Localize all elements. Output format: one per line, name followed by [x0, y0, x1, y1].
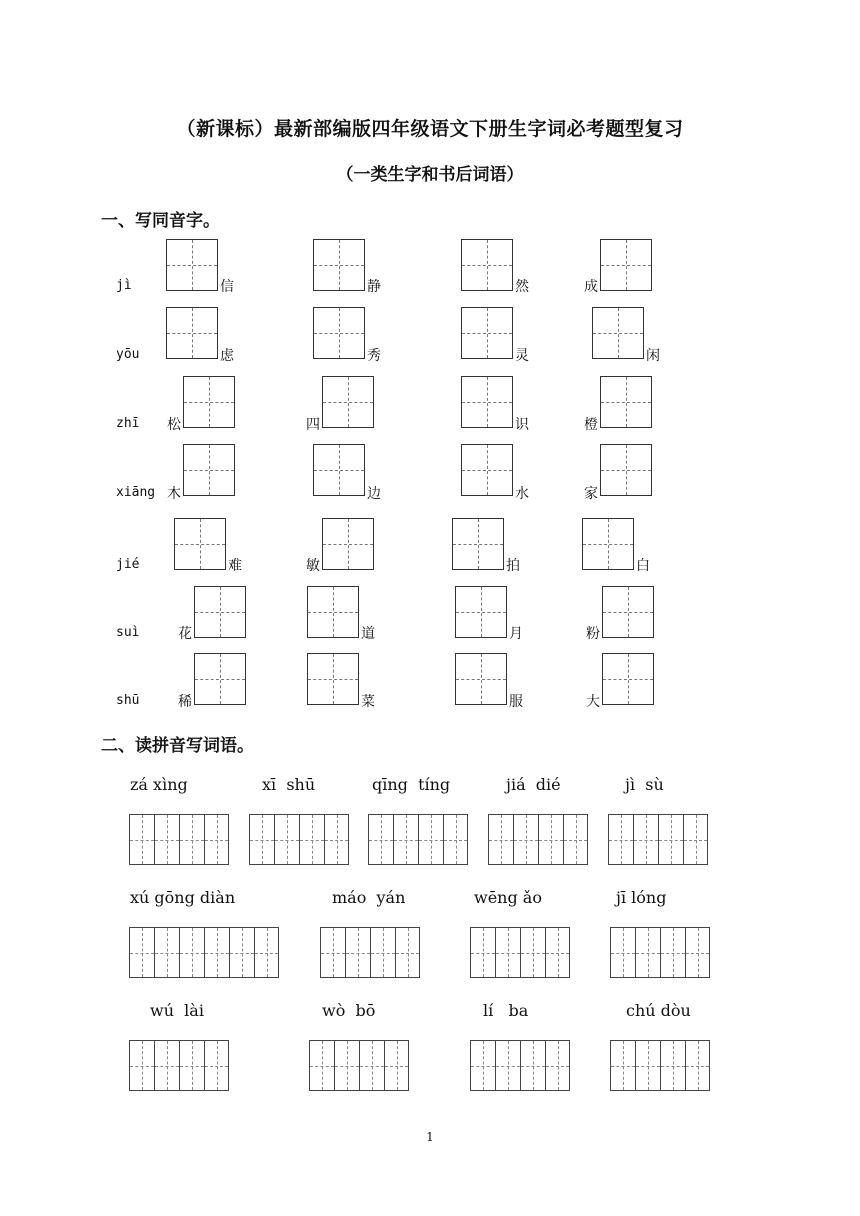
- answer-box[interactable]: [313, 307, 365, 359]
- pinyin-word: máo yán: [332, 888, 406, 907]
- grid-cell[interactable]: [470, 927, 495, 978]
- grid-cell[interactable]: [545, 927, 570, 978]
- row-char: 拍: [506, 558, 520, 574]
- grid-cell[interactable]: [154, 927, 179, 978]
- grid-cell[interactable]: [345, 927, 370, 978]
- answer-box[interactable]: [174, 518, 226, 570]
- grid-cell[interactable]: [179, 1040, 204, 1091]
- grid-cell[interactable]: [129, 814, 154, 865]
- grid-cell[interactable]: [545, 1040, 570, 1091]
- grid-cell[interactable]: [254, 927, 279, 978]
- row-char: 月: [509, 626, 523, 642]
- row-char: 水: [515, 486, 529, 502]
- answer-box[interactable]: [455, 586, 507, 638]
- row-pinyin: suì: [116, 625, 140, 640]
- grid-cell[interactable]: [274, 814, 299, 865]
- row-char: 家: [584, 486, 598, 502]
- grid-cell[interactable]: [179, 814, 204, 865]
- row-char: 灵: [515, 348, 529, 364]
- row-char: 粉: [586, 626, 600, 642]
- grid-cell[interactable]: [179, 927, 204, 978]
- grid-cell[interactable]: [154, 814, 179, 865]
- section1-heading: 一、写同音字。: [101, 211, 220, 231]
- grid-cell[interactable]: [395, 927, 420, 978]
- grid-cell[interactable]: [129, 1040, 154, 1091]
- grid-cell[interactable]: [368, 814, 393, 865]
- answer-box[interactable]: [307, 653, 359, 705]
- pinyin-word: chú dòu: [626, 1001, 691, 1020]
- row-pinyin: xiāng: [116, 485, 156, 500]
- grid-cell[interactable]: [633, 814, 658, 865]
- answer-box[interactable]: [582, 518, 634, 570]
- grid-cell[interactable]: [635, 927, 660, 978]
- answer-box[interactable]: [166, 239, 218, 291]
- grid-cell[interactable]: [418, 814, 443, 865]
- answer-box[interactable]: [455, 653, 507, 705]
- answer-box[interactable]: [592, 307, 644, 359]
- row-char: 然: [515, 279, 529, 295]
- answer-box[interactable]: [322, 376, 374, 428]
- grid-cell[interactable]: [443, 814, 468, 865]
- grid-cell[interactable]: [685, 927, 710, 978]
- document-title: （新课标）最新部编版四年级语文下册生字词必考题型复习: [176, 118, 684, 140]
- grid-cell[interactable]: [635, 1040, 660, 1091]
- answer-box[interactable]: [307, 586, 359, 638]
- row-char: 信: [220, 279, 234, 295]
- answer-box[interactable]: [313, 239, 365, 291]
- grid-cell[interactable]: [370, 927, 395, 978]
- row-char: 橙: [584, 417, 598, 433]
- answer-box[interactable]: [183, 444, 235, 496]
- row-char: 服: [509, 694, 523, 710]
- answer-box[interactable]: [452, 518, 504, 570]
- grid-cell[interactable]: [204, 927, 229, 978]
- grid-cell[interactable]: [249, 814, 274, 865]
- pinyin-word: wò bō: [322, 1001, 376, 1020]
- row-char: 成: [584, 279, 598, 295]
- pinyin-word: xī shū: [262, 775, 316, 794]
- grid-cell[interactable]: [204, 1040, 229, 1091]
- answer-box[interactable]: [461, 239, 513, 291]
- grid-cell[interactable]: [309, 1040, 334, 1091]
- grid-cell[interactable]: [610, 1040, 635, 1091]
- answer-box[interactable]: [600, 444, 652, 496]
- row-char: 道: [361, 626, 375, 642]
- section2-heading: 二、读拼音写词语。: [101, 736, 254, 756]
- answer-box[interactable]: [600, 239, 652, 291]
- answer-box[interactable]: [322, 518, 374, 570]
- row-char: 识: [515, 417, 529, 433]
- grid-cell[interactable]: [393, 814, 418, 865]
- grid-cell[interactable]: [334, 1040, 359, 1091]
- grid-cell[interactable]: [520, 927, 545, 978]
- grid-cell[interactable]: [495, 1040, 520, 1091]
- row-char: 大: [586, 694, 600, 710]
- row-char: 静: [367, 279, 381, 295]
- grid-cell[interactable]: [488, 814, 513, 865]
- row-char: 白: [636, 558, 650, 574]
- row-pinyin: zhī: [116, 416, 140, 431]
- answer-box[interactable]: [600, 376, 652, 428]
- pinyin-word: jì sù: [625, 775, 664, 794]
- row-char: 敏: [306, 558, 320, 574]
- row-char: 闲: [646, 348, 660, 364]
- row-char: 难: [228, 558, 242, 574]
- grid-cell[interactable]: [660, 1040, 685, 1091]
- row-pinyin: yōu: [116, 347, 140, 362]
- pinyin-word: wú lài: [150, 1001, 204, 1020]
- row-char: 菜: [361, 694, 375, 710]
- answer-box[interactable]: [602, 653, 654, 705]
- row-char: 松: [167, 417, 181, 433]
- grid-cell[interactable]: [610, 927, 635, 978]
- row-char: 四: [306, 417, 320, 433]
- answer-box[interactable]: [194, 586, 246, 638]
- row-char: 木: [167, 486, 181, 502]
- grid-cell[interactable]: [513, 814, 538, 865]
- grid-cell[interactable]: [129, 927, 154, 978]
- row-pinyin: shū: [116, 693, 140, 708]
- pinyin-word: lí ba: [483, 1001, 529, 1020]
- answer-box[interactable]: [194, 653, 246, 705]
- answer-box[interactable]: [461, 307, 513, 359]
- answer-box[interactable]: [313, 444, 365, 496]
- pinyin-word: wēng ǎo: [474, 888, 542, 907]
- row-char: 虑: [220, 348, 234, 364]
- grid-cell[interactable]: [359, 1040, 384, 1091]
- row-char: 秀: [367, 348, 381, 364]
- answer-box[interactable]: [461, 444, 513, 496]
- grid-cell[interactable]: [299, 814, 324, 865]
- row-pinyin: jié: [116, 557, 140, 572]
- answer-box[interactable]: [602, 586, 654, 638]
- grid-cell[interactable]: [154, 1040, 179, 1091]
- grid-cell[interactable]: [608, 814, 633, 865]
- pinyin-word: jiá dié: [506, 775, 561, 794]
- answer-box[interactable]: [461, 376, 513, 428]
- grid-cell[interactable]: [324, 814, 349, 865]
- answer-box[interactable]: [166, 307, 218, 359]
- document-subtitle: （一类生字和书后词语）: [336, 165, 524, 185]
- grid-cell[interactable]: [683, 814, 708, 865]
- page-number: 1: [426, 1130, 434, 1144]
- pinyin-word: jī lóng: [616, 888, 667, 907]
- grid-cell[interactable]: [384, 1040, 409, 1091]
- grid-cell[interactable]: [320, 927, 345, 978]
- grid-cell[interactable]: [470, 1040, 495, 1091]
- grid-cell[interactable]: [204, 814, 229, 865]
- row-char: 稀: [178, 694, 192, 710]
- grid-cell[interactable]: [538, 814, 563, 865]
- grid-cell[interactable]: [520, 1040, 545, 1091]
- grid-cell[interactable]: [229, 927, 254, 978]
- pinyin-word: xú gōng diàn: [130, 888, 236, 907]
- pinyin-word: qīng tíng: [372, 775, 451, 794]
- row-pinyin: jì: [116, 278, 132, 293]
- grid-cell[interactable]: [563, 814, 588, 865]
- pinyin-word: zá xìng: [130, 775, 188, 794]
- grid-cell[interactable]: [495, 927, 520, 978]
- grid-cell[interactable]: [658, 814, 683, 865]
- grid-cell[interactable]: [660, 927, 685, 978]
- row-char: 花: [178, 626, 192, 642]
- answer-box[interactable]: [183, 376, 235, 428]
- grid-cell[interactable]: [685, 1040, 710, 1091]
- row-char: 边: [367, 486, 381, 502]
